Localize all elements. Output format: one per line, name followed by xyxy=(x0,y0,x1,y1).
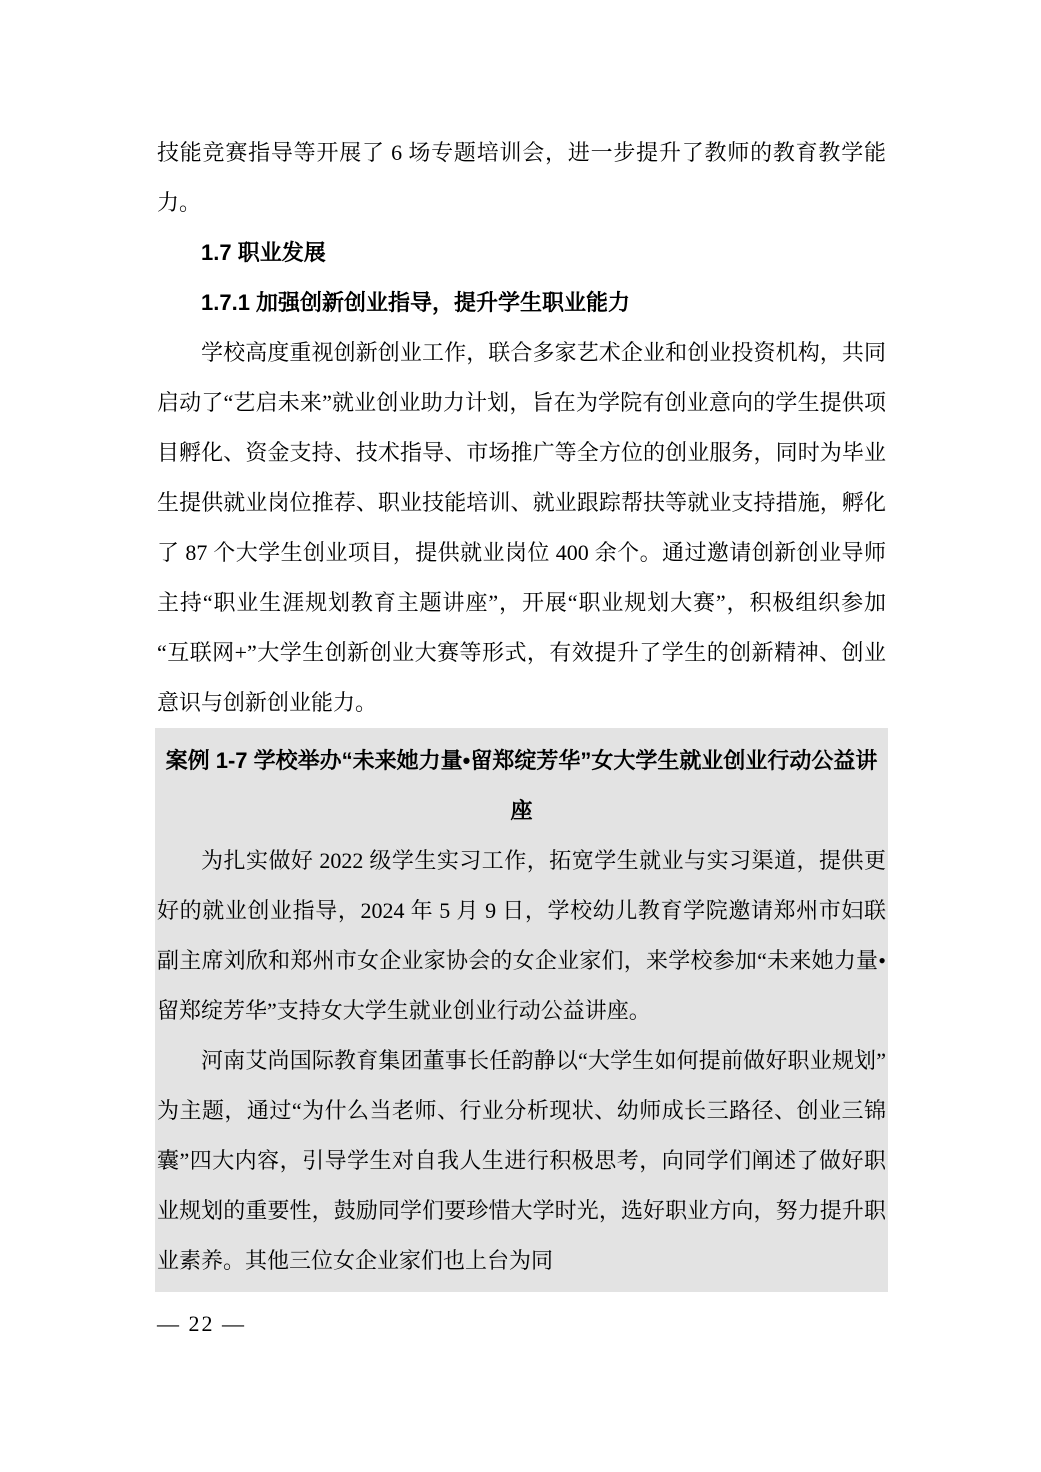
case-study-paragraph-1: 为扎实做好 2022 级学生实习工作，拓宽学生就业与实习渠道，提供更好的就业创业指导，2024 年 5 月 9 日，学校幼儿教育学院邀请郑州市妇联副主席刘欣和郑州市女企业家协会的女企业家们，来学校参加“未来她力量•留郑绽芳华”支持女大学生就业创业行动公益讲座。 xyxy=(157,848,886,1023)
section-heading-1-7: 1.7 职业发展 xyxy=(201,240,326,265)
page-number: — 22 — xyxy=(157,1311,246,1336)
paragraph-innovation-entrepreneurship: 学校高度重视创新创业工作，联合多家艺术企业和创业投资机构，共同启动了“艺启未来”就业创业助力计划，旨在为学院有创业意向的学生提供项目孵化、资金支持、技术指导、市场推广等全方位的创业服务，同时为毕业生提供就业岗位推荐、职业技能培训、就业跟踪帮扶等就业支持措施，孵化了 87 个大学生创业项目，提供就业岗位 400 余个。通过邀请创新创业导师主持“职业生涯规划教育主题讲座”，开展“职业规划大赛”，积极组织参加“互联网+”大学生创新创业大赛等形式，有效提升了学生的创新精神、创业意识与创新创业能力。 xyxy=(157,340,886,715)
paragraph-teacher-training-continuation: 技能竞赛指导等开展了 6 场专题培训会，进一步提升了教师的教育教学能力。 xyxy=(157,140,886,215)
case-study-paragraph-2: 河南艾尚国际教育集团董事长任韵静以“大学生如何提前做好职业规划”为主题，通过“为什么当老师、行业分析现状、幼师成长三路径、创业三锦囊”四大内容，引导学生对自我人生进行积极思考，向同学们阐述了做好职业规划的重要性，鼓励同学们要珍惜大学时光，选好职业方向，努力提升职业素养。其他三位女企业家们也上台为同 xyxy=(157,1048,886,1273)
page-content xyxy=(157,128,886,1342)
subsection-heading-1-7-1: 1.7.1 加强创新创业指导，提升学生职业能力 xyxy=(201,290,631,315)
case-study-title: 案例 1-7 学校举办“未来她力量•留郑绽芳华”女大学生就业创业行动公益讲座 xyxy=(165,748,878,823)
case-study-highlight-box xyxy=(155,728,888,1292)
